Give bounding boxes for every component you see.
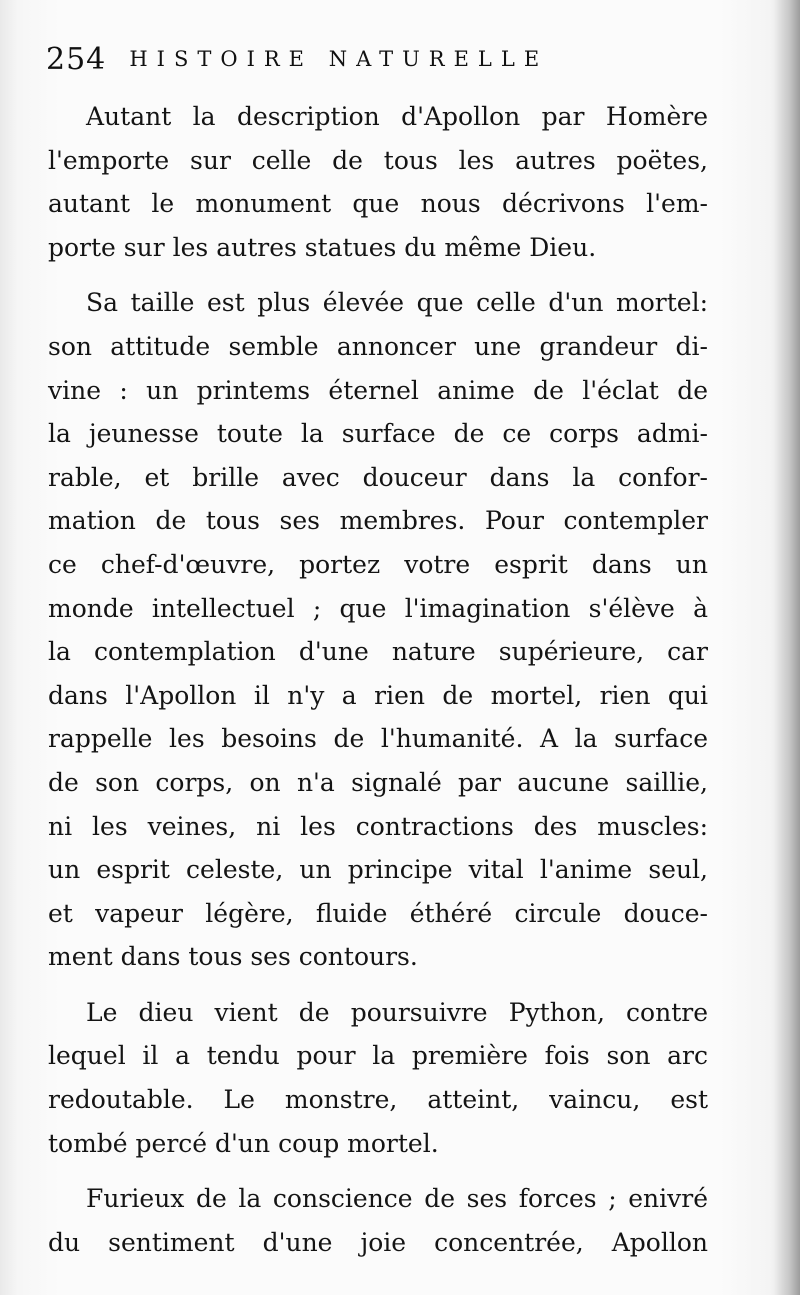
text-line: ment dans tous ses contours. (48, 942, 418, 972)
text-line: tombé percé d'un coup mortel. (48, 1128, 439, 1158)
text-line: lequel il a tendu pour la première fois son arc (48, 1041, 708, 1071)
text-line: rable, et brille avec douceur dans la confor- (48, 462, 708, 492)
text-line: Sa taille est plus élevée que celle d'un mortel: (86, 288, 708, 318)
text-line: Furieux de la conscience de ses forces ; enivré (86, 1184, 708, 1214)
text-line: de son corps, on n'a signalé par aucune saillie, (48, 767, 708, 797)
text-line: redoutable. Le monstre, atteint, vaincu, est (48, 1085, 708, 1115)
text-line: Le dieu vient de poursuivre Python, contre (86, 997, 708, 1027)
text-line: mation de tous ses membres. Pour contempler (48, 506, 708, 536)
text-line: dans l'Apollon il n'y a rien de mortel, rien qui (48, 680, 708, 710)
text-line: la contemplation d'une nature supérieure, car (48, 637, 708, 667)
text-line: Autant la description d'Apollon par Homère (86, 102, 708, 131)
paragraph-gap (48, 269, 708, 281)
text-line: ce chef-d'œuvre, portez votre esprit dans un (48, 549, 708, 579)
text-line: porte sur les autres statues du même Dieu. (48, 232, 597, 262)
paragraph-gap (48, 979, 708, 991)
text-line: ni les veines, ni les contractions des muscles: (48, 811, 708, 841)
text-line: autant le monument que nous décrivons l'em- (48, 189, 708, 219)
text-line: et vapeur légère, fluide éthéré circule douce- (48, 898, 708, 928)
text-line: du sentiment d'une joie concentrée, Apollon (48, 1227, 708, 1257)
page-edge-shadow (774, 0, 800, 1295)
text-line: la jeunesse toute la surface de ce corps admi- (48, 419, 708, 449)
text-line: monde intellectuel ; que l'imagination s'élève à (48, 593, 708, 623)
text-line: son attitude semble annoncer une grandeur di- (48, 331, 708, 361)
text-line: un esprit celeste, un principe vital l'anime seul, (48, 855, 708, 885)
running-title: HISTOIRE NATURELLE (129, 47, 549, 71)
text-line: l'emporte sur celle de tous les autres poëtes, (48, 145, 708, 175)
paragraph-gap (48, 1165, 708, 1177)
running-head (46, 42, 746, 82)
text-line: vine : un printems éternel anime de l'éclat de (48, 375, 708, 405)
page-number: 254 (46, 42, 107, 77)
text-line: rappelle les besoins de l'humanité. A la surface (48, 724, 708, 754)
body-text (48, 95, 708, 1264)
